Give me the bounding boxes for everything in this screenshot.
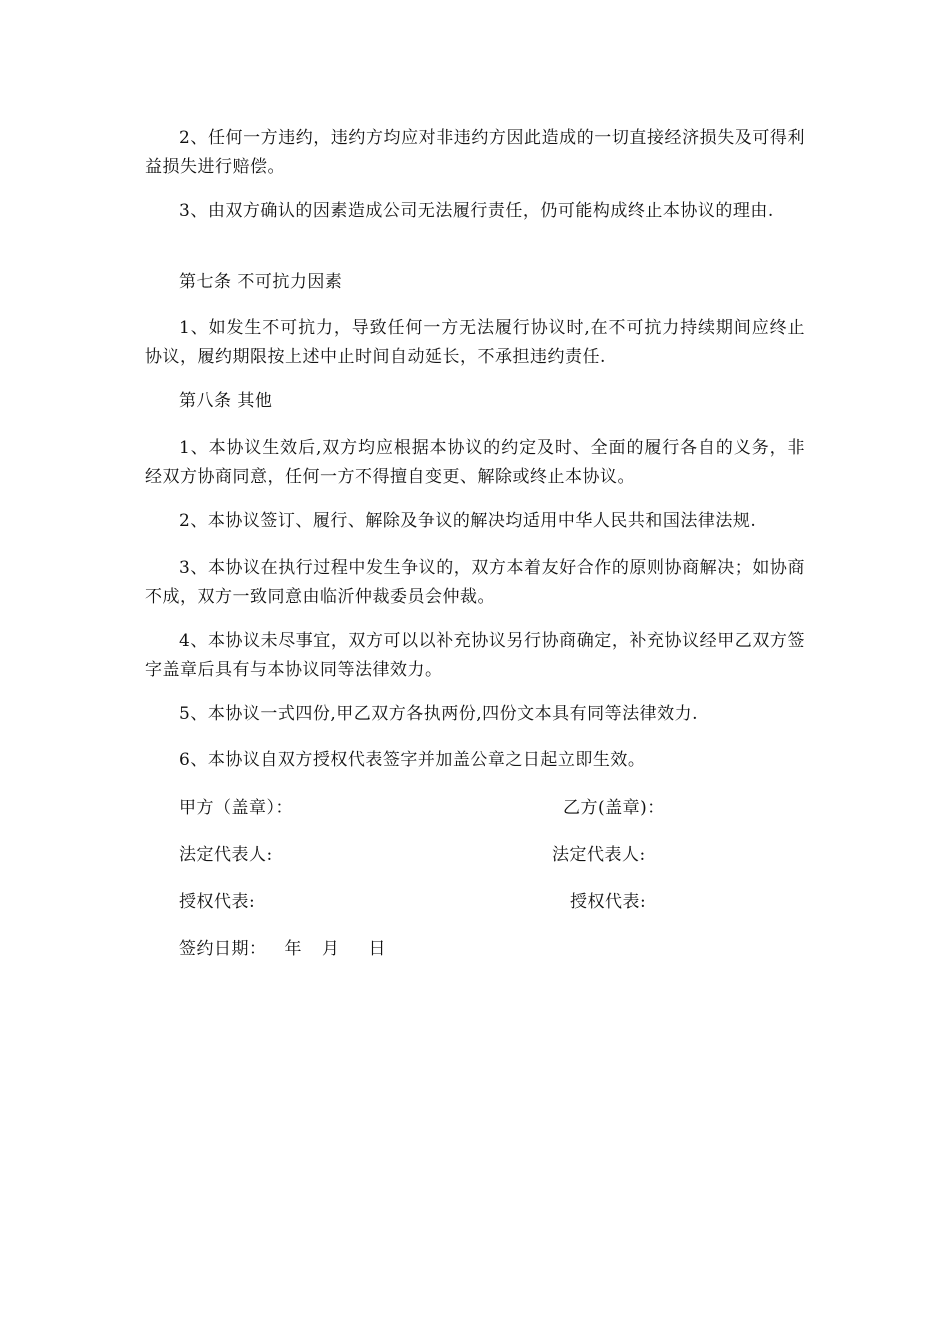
clause-7-item-1: 1、如发生不可抗力，导致任何一方无法履行协议时,在不可抗力持续期间应终止协议，履约期限按上述中止时间自动延长，不承担违约责任.	[145, 318, 805, 367]
party-a-seal-label: 甲方（盖章）：	[179, 798, 293, 818]
article-7-heading: 第七条 不可抗力因素	[179, 272, 343, 292]
clause-8-item-6: 6、本协议自双方授权代表签字并加盖公章之日起立即生效。	[179, 750, 646, 770]
party-b-legal-rep-label: 法定代表人:	[552, 845, 646, 865]
clause-8-item-4: 4、本协议未尽事宜，双方可以以补充协议另行协商确定，补充协议经甲乙双方签字盖章后具有与本协议同等法律效力。	[145, 631, 805, 680]
party-a-auth-rep-label: 授权代表:	[179, 892, 256, 912]
clause-6-item-2: 2、任何一方违约，违约方均应对非违约方因此造成的一切直接经济损失及可得利益损失进行赔偿。	[145, 128, 805, 177]
clause-8-item-3: 3、本协议在执行过程中发生争议的，双方本着友好合作的原则协商解决；如协商不成，双方一致同意由临沂仲裁委员会仲裁。	[145, 558, 805, 607]
clause-8-item-5: 5、本协议一式四份,甲乙双方各执两份,四份文本具有同等法律效力.	[179, 704, 699, 724]
party-b-seal-label: 乙方(盖章)：	[563, 798, 665, 818]
clause-8-item-1: 1、本协议生效后,双方均应根据本协议的约定及时、全面的履行各自的义务，非经双方协商同意，任何一方不得擅自变更、解除或终止本协议。	[145, 438, 805, 487]
date-month-label: 月	[322, 939, 340, 959]
party-b-auth-rep-label: 授权代表:	[570, 892, 647, 912]
party-a-legal-rep-label: 法定代表人:	[179, 845, 273, 865]
clause-8-item-2: 2、本协议签订、履行、解除及争议的解决均适用中华人民共和国法律法规.	[179, 511, 757, 531]
signing-date-label: 签约日期：	[179, 939, 267, 959]
clause-6-item-3: 3、由双方确认的因素造成公司无法履行责任，仍可能构成终止本协议的理由.	[179, 201, 774, 221]
signing-date-line	[179, 935, 386, 964]
date-day-label: 日	[368, 939, 386, 959]
article-8-heading: 第八条 其他	[179, 391, 273, 411]
date-year-label: 年	[284, 939, 302, 959]
